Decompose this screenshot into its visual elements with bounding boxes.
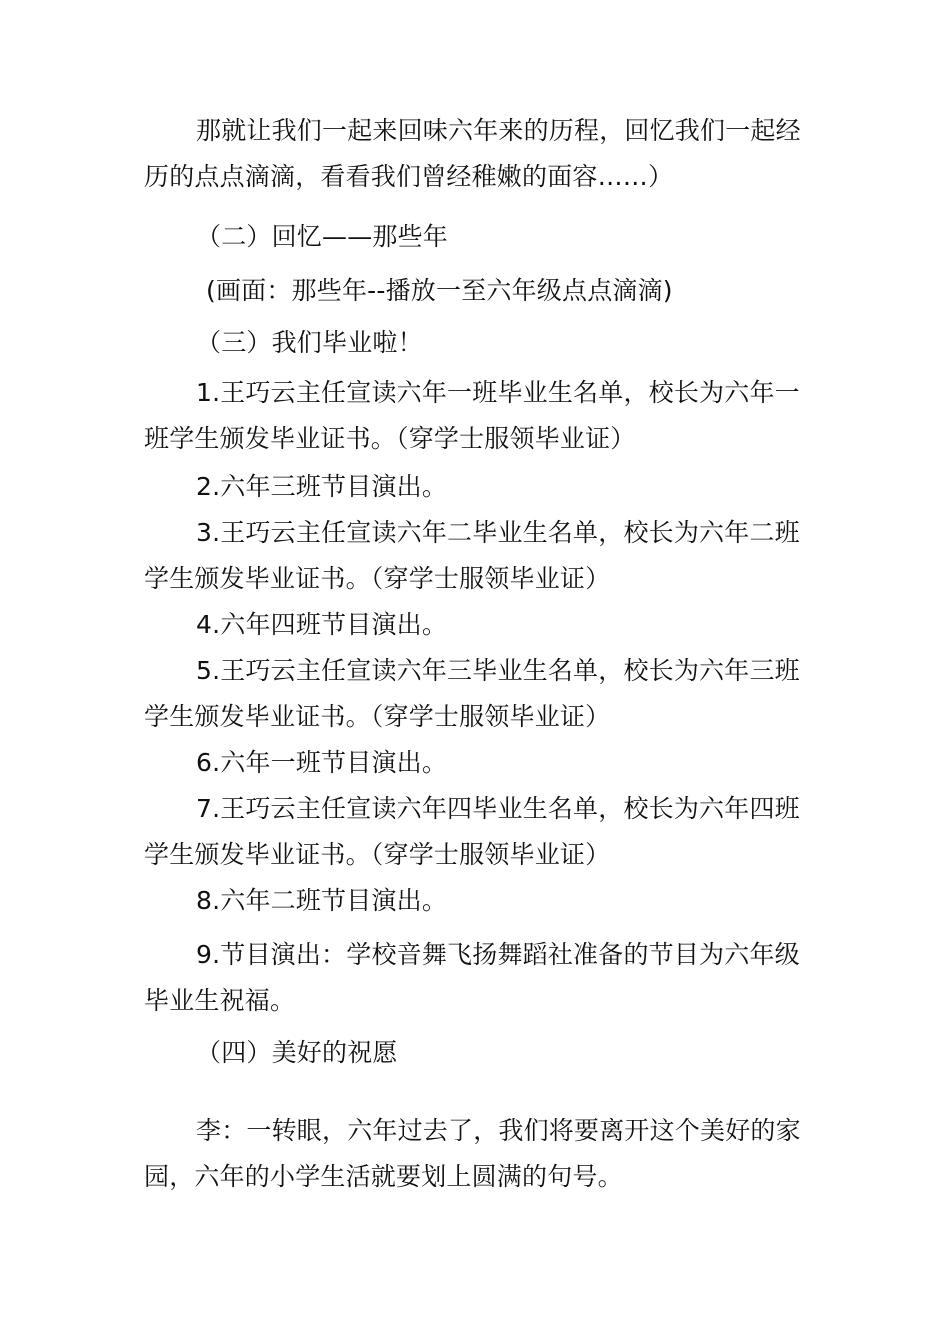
list-item-2: 2.六年三班节目演出。	[196, 472, 448, 501]
list-item-1: 1.王巧云主任宣读六年一班毕业生名单，校长为六年一班学生颁发毕业证书。（穿学士服领毕业证）	[144, 378, 800, 453]
list-item-8: 8.六年二班节目演出。	[196, 886, 448, 915]
paragraph-recall-intro: 那就让我们一起来回味六年来的历程，回忆我们一起经历的点点滴滴，看看我们曾经稚嫩的面容……）	[144, 116, 801, 191]
paragraph-screen-note: (画面：那些年--播放一至六年级点点滴滴)	[206, 276, 673, 305]
list-item-3: 3.王巧云主任宣读六年二毕业生名单，校长为六年二班学生颁发毕业证书。（穿学士服领毕业证）	[144, 518, 800, 593]
list-item-7: 7.王巧云主任宣读六年四毕业生名单，校长为六年四班学生颁发毕业证书。（穿学士服领毕业证）	[144, 794, 800, 869]
list-item-9: 9.节目演出：学校音舞飞扬舞蹈社准备的节目为六年级毕业生祝福。	[144, 940, 800, 1015]
section-heading-memories: （二）回忆——那些年	[196, 222, 449, 251]
paragraph-li-speech: 李：一转眼，六年过去了，我们将要离开这个美好的家园，六年的小学生活就要划上圆满的句号。	[144, 1116, 801, 1191]
section-heading-wishes: （四）美好的祝愿	[196, 1038, 398, 1067]
list-item-5: 5.王巧云主任宣读六年三毕业生名单，校长为六年三班学生颁发毕业证书。（穿学士服领毕业证）	[144, 656, 800, 731]
list-item-4: 4.六年四班节目演出。	[196, 610, 448, 639]
section-heading-graduation: （三）我们毕业啦！	[196, 328, 423, 357]
list-item-6: 6.六年一班节目演出。	[196, 748, 448, 777]
